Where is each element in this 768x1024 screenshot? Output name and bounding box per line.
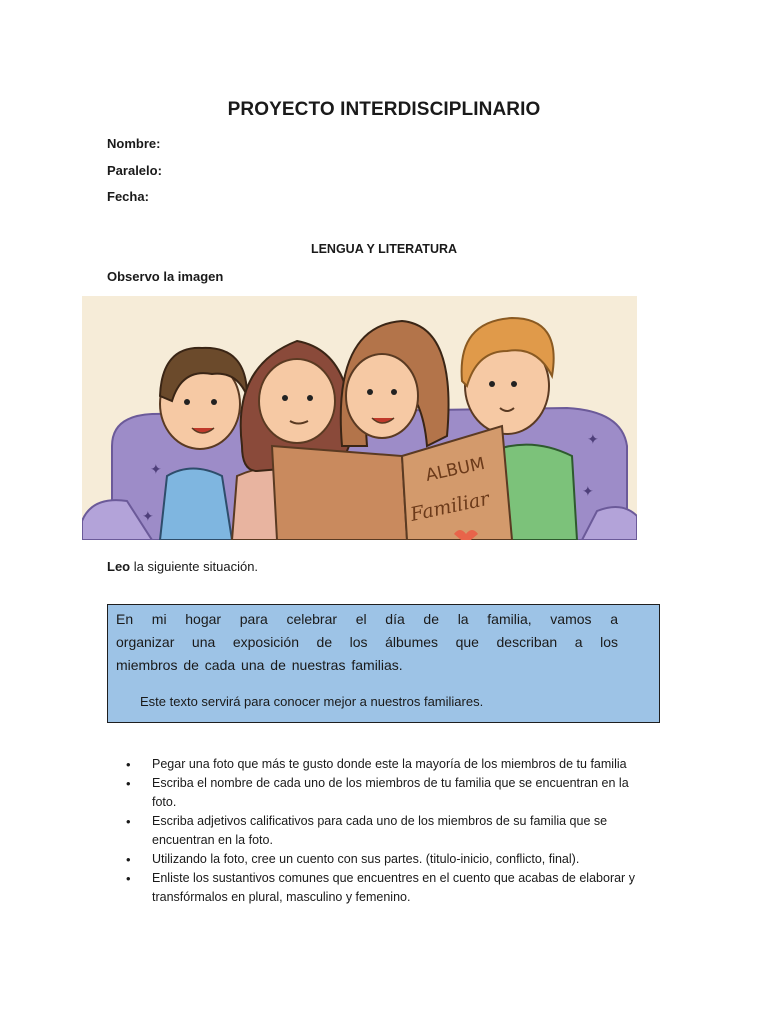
- date-field-label: Fecha:: [107, 189, 149, 204]
- class-field-label: Paralelo:: [107, 163, 162, 178]
- task-text: Escriba adjetivos calificativos para cada uno de los miembros de su familia que se encuentran en la foto.: [152, 814, 608, 847]
- reading-instruction-bold: Leo: [107, 559, 131, 574]
- task-text: Utilizando la foto, cree un cuento con sus partes. (titulo-inicio, conflicto, final).: [152, 852, 580, 866]
- reading-instruction-rest: la siguiente situación.: [130, 559, 259, 574]
- bullet-icon: •: [126, 871, 131, 886]
- list-item: [118, 774, 648, 812]
- bullet-icon: •: [126, 776, 131, 791]
- album-subtitle: Familiar: [408, 487, 492, 526]
- list-item: [118, 812, 648, 850]
- page-title: PROYECTO INTERDISCIPLINARIO: [227, 99, 541, 120]
- task-text: Escriba el nombre de cada uno de los miembros de tu familia que se encuentran en la foto.: [152, 776, 629, 809]
- situation-line-1: En mi hogar para celebrar el día de la familia, vamos a: [116, 611, 618, 627]
- task-text: Pegar una foto que más te gusto donde este la mayoría de los miembros de tu familia: [152, 757, 627, 771]
- bullet-icon: •: [126, 814, 131, 829]
- situation-text: [116, 608, 618, 677]
- svg-text:✦: ✦: [587, 431, 599, 447]
- bullet-icon: •: [126, 852, 131, 867]
- svg-text:✦: ✦: [150, 461, 162, 477]
- list-item: [118, 869, 648, 907]
- bullet-icon: •: [126, 757, 131, 772]
- family-album-illustration: [82, 296, 637, 540]
- album-title: ALBUM: [423, 453, 487, 486]
- list-item: [118, 755, 648, 774]
- task-text: Enliste los sustantivos comunes que encuentres en el cuento que acabas de elaborar y transfórmalos en plural, masculino y femenino.: [152, 871, 635, 904]
- task-list: [118, 755, 648, 907]
- svg-text:✦: ✦: [582, 483, 594, 499]
- situation-note: Este texto servirá para conocer mejor a nuestros familiares.: [140, 694, 484, 709]
- reading-instruction: [107, 559, 258, 574]
- list-item: [118, 850, 648, 869]
- svg-text:✦: ✦: [142, 508, 154, 524]
- name-field-label: Nombre:: [107, 136, 161, 151]
- section-heading: LENGUA Y LITERATURA: [310, 242, 458, 256]
- situation-box: [107, 604, 660, 723]
- observe-instruction: Observo la imagen: [107, 269, 224, 284]
- situation-line-2: organizar una exposición de los álbumes que describan a los: [116, 634, 618, 650]
- situation-line-3: miembros de cada una de nuestras familias.: [116, 657, 403, 673]
